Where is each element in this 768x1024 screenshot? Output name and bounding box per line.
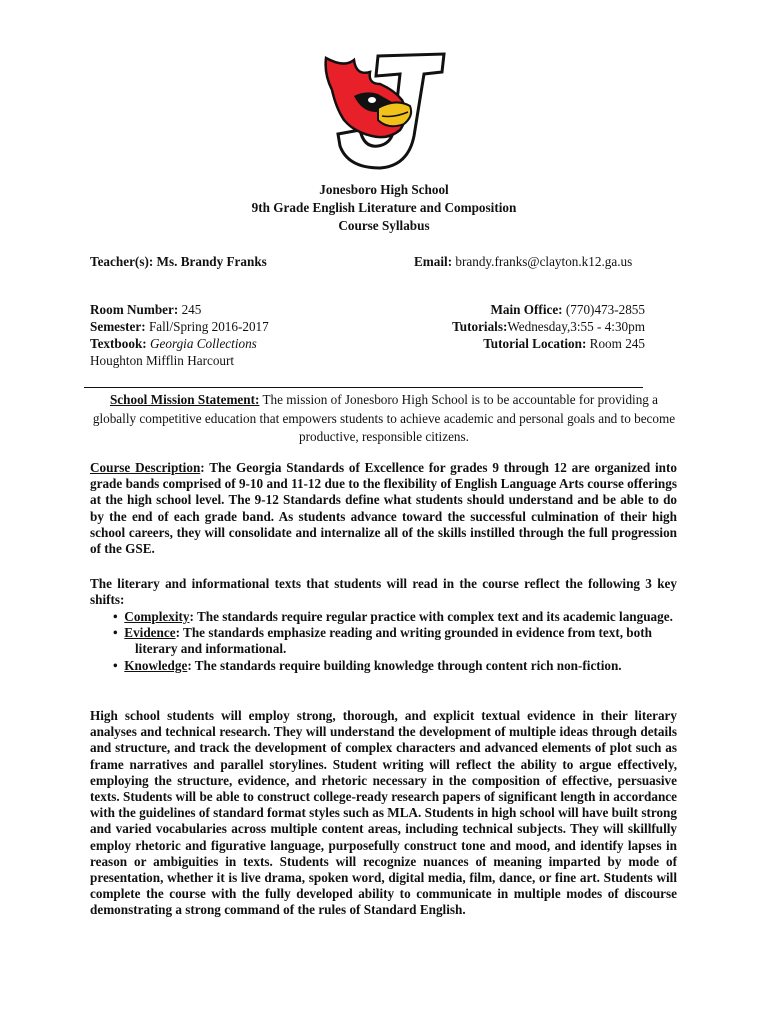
tutorial-location-label: Tutorial Location: bbox=[483, 336, 587, 351]
email-label: Email: bbox=[414, 254, 453, 269]
textbook-value: Georgia Collections bbox=[149, 336, 257, 351]
semester-line bbox=[90, 319, 269, 335]
school-name: Jonesboro High School bbox=[319, 182, 449, 197]
office-line bbox=[490, 302, 645, 318]
course-description-label: Course Description bbox=[90, 460, 201, 475]
cardinal-beak-shape bbox=[378, 102, 411, 126]
mission-statement bbox=[88, 391, 680, 447]
cardinal-j-logo bbox=[318, 50, 450, 174]
course-description-text: : The Georgia Standards of Excellence for grades 9 through 12 are organized into grade bands comprised of 9-10 and 11-12 due to the flexibility of English Language Arts course offerings at the high school level. The 9-12 Standards define what students should understand and be able to do by the end of each grade band. As students advance toward the successful culmination of their high school careers, they will consolidate and internalize all of the skills instilled through the full progression of the GSE. bbox=[90, 460, 677, 557]
semester-value: Fall/Spring 2016-2017 bbox=[148, 319, 269, 334]
semester-label: Semester: bbox=[90, 319, 146, 334]
document-type: Course Syllabus bbox=[338, 218, 430, 233]
textbook-line bbox=[90, 336, 257, 352]
room-line bbox=[90, 302, 201, 318]
office-label: Main Office: bbox=[490, 302, 563, 317]
course-description bbox=[90, 460, 677, 557]
bullet-icon: • bbox=[113, 657, 118, 673]
shifts-intro: The literary and informational texts that students will read in the course reflect the following 3 key shifts: bbox=[90, 576, 677, 608]
course-title: 9th Grade English Literature and Composition bbox=[251, 200, 517, 215]
bullet-icon: • bbox=[113, 625, 118, 641]
email-line bbox=[414, 254, 632, 270]
tutorials-label: Tutorials: bbox=[452, 319, 508, 334]
bullet-icon: • bbox=[113, 609, 118, 624]
shifts-list bbox=[113, 609, 673, 674]
list-item: • Complexity: The standards require regular practice with complex text and its academic language. bbox=[113, 609, 673, 624]
textbook-label: Textbook: bbox=[90, 336, 147, 351]
tutorial-location-value: Room 245 bbox=[589, 336, 645, 351]
tutorials-line bbox=[452, 319, 645, 335]
tutorials-value: Wednesday,3:55 - 4:30pm bbox=[507, 319, 645, 334]
closing-paragraph: High school students will employ strong, thorough, and explicit textual evidence in their literary analyses and technical research. They will understand the development of multiple ideas through details and structure, and track the development of complex characters and advanced elements of plot such as frame narratives and parallel storylines. Student writing will reflect the ability to argue effectively, employing the structure, evidence, and rhetoric necessary in the composition of effective, persuasive texts. Students will be able to construct college-ready research papers of significant length in accordance with the guidelines of standard format styles such as MLA. Students in high school will have built strong and varied vocabularies across multiple content areas, including technical subjects. They will skillfully employ rhetoric and figurative language, purposefully construct tone and mood, and identify lapses in reason or ambiguities in texts. Students will recognize nuances of meaning imparted by mode of presentation, whether it is live drama, spoken word, digital media, film, dance, or fine art. Students will complete the course with the fully developed ability to communicate in multiple modes of discourse demonstrating a strong command of the rules of Standard English. bbox=[90, 708, 677, 918]
mission-label: School Mission Statement: bbox=[109, 392, 260, 407]
email-value[interactable]: brandy.franks@clayton.k12.ga.us bbox=[455, 254, 633, 269]
list-item: • Knowledge: The standards require building knowledge through content rich non-fiction. bbox=[113, 657, 622, 673]
room-value: 245 bbox=[181, 302, 202, 317]
list-item: • Evidence: The standards emphasize reading and writing grounded in evidence from text, both literary and informational. bbox=[113, 625, 652, 657]
cardinal-eye-shape bbox=[368, 97, 376, 103]
mission-text: The mission of Jonesboro High School is to be accountable for providing a globally competitive education that empowers students to achieve academic and personal goals and to become productive, responsible citizens. bbox=[92, 392, 676, 444]
section-divider bbox=[84, 387, 643, 388]
room-label: Room Number: bbox=[90, 302, 179, 317]
teacher-label: Teacher(s): Ms. Brandy Franks bbox=[90, 254, 267, 269]
publisher: Houghton Mifflin Harcourt bbox=[90, 353, 235, 368]
tutorial-location-line bbox=[483, 336, 645, 352]
office-value: (770)473-2855 bbox=[565, 302, 645, 317]
